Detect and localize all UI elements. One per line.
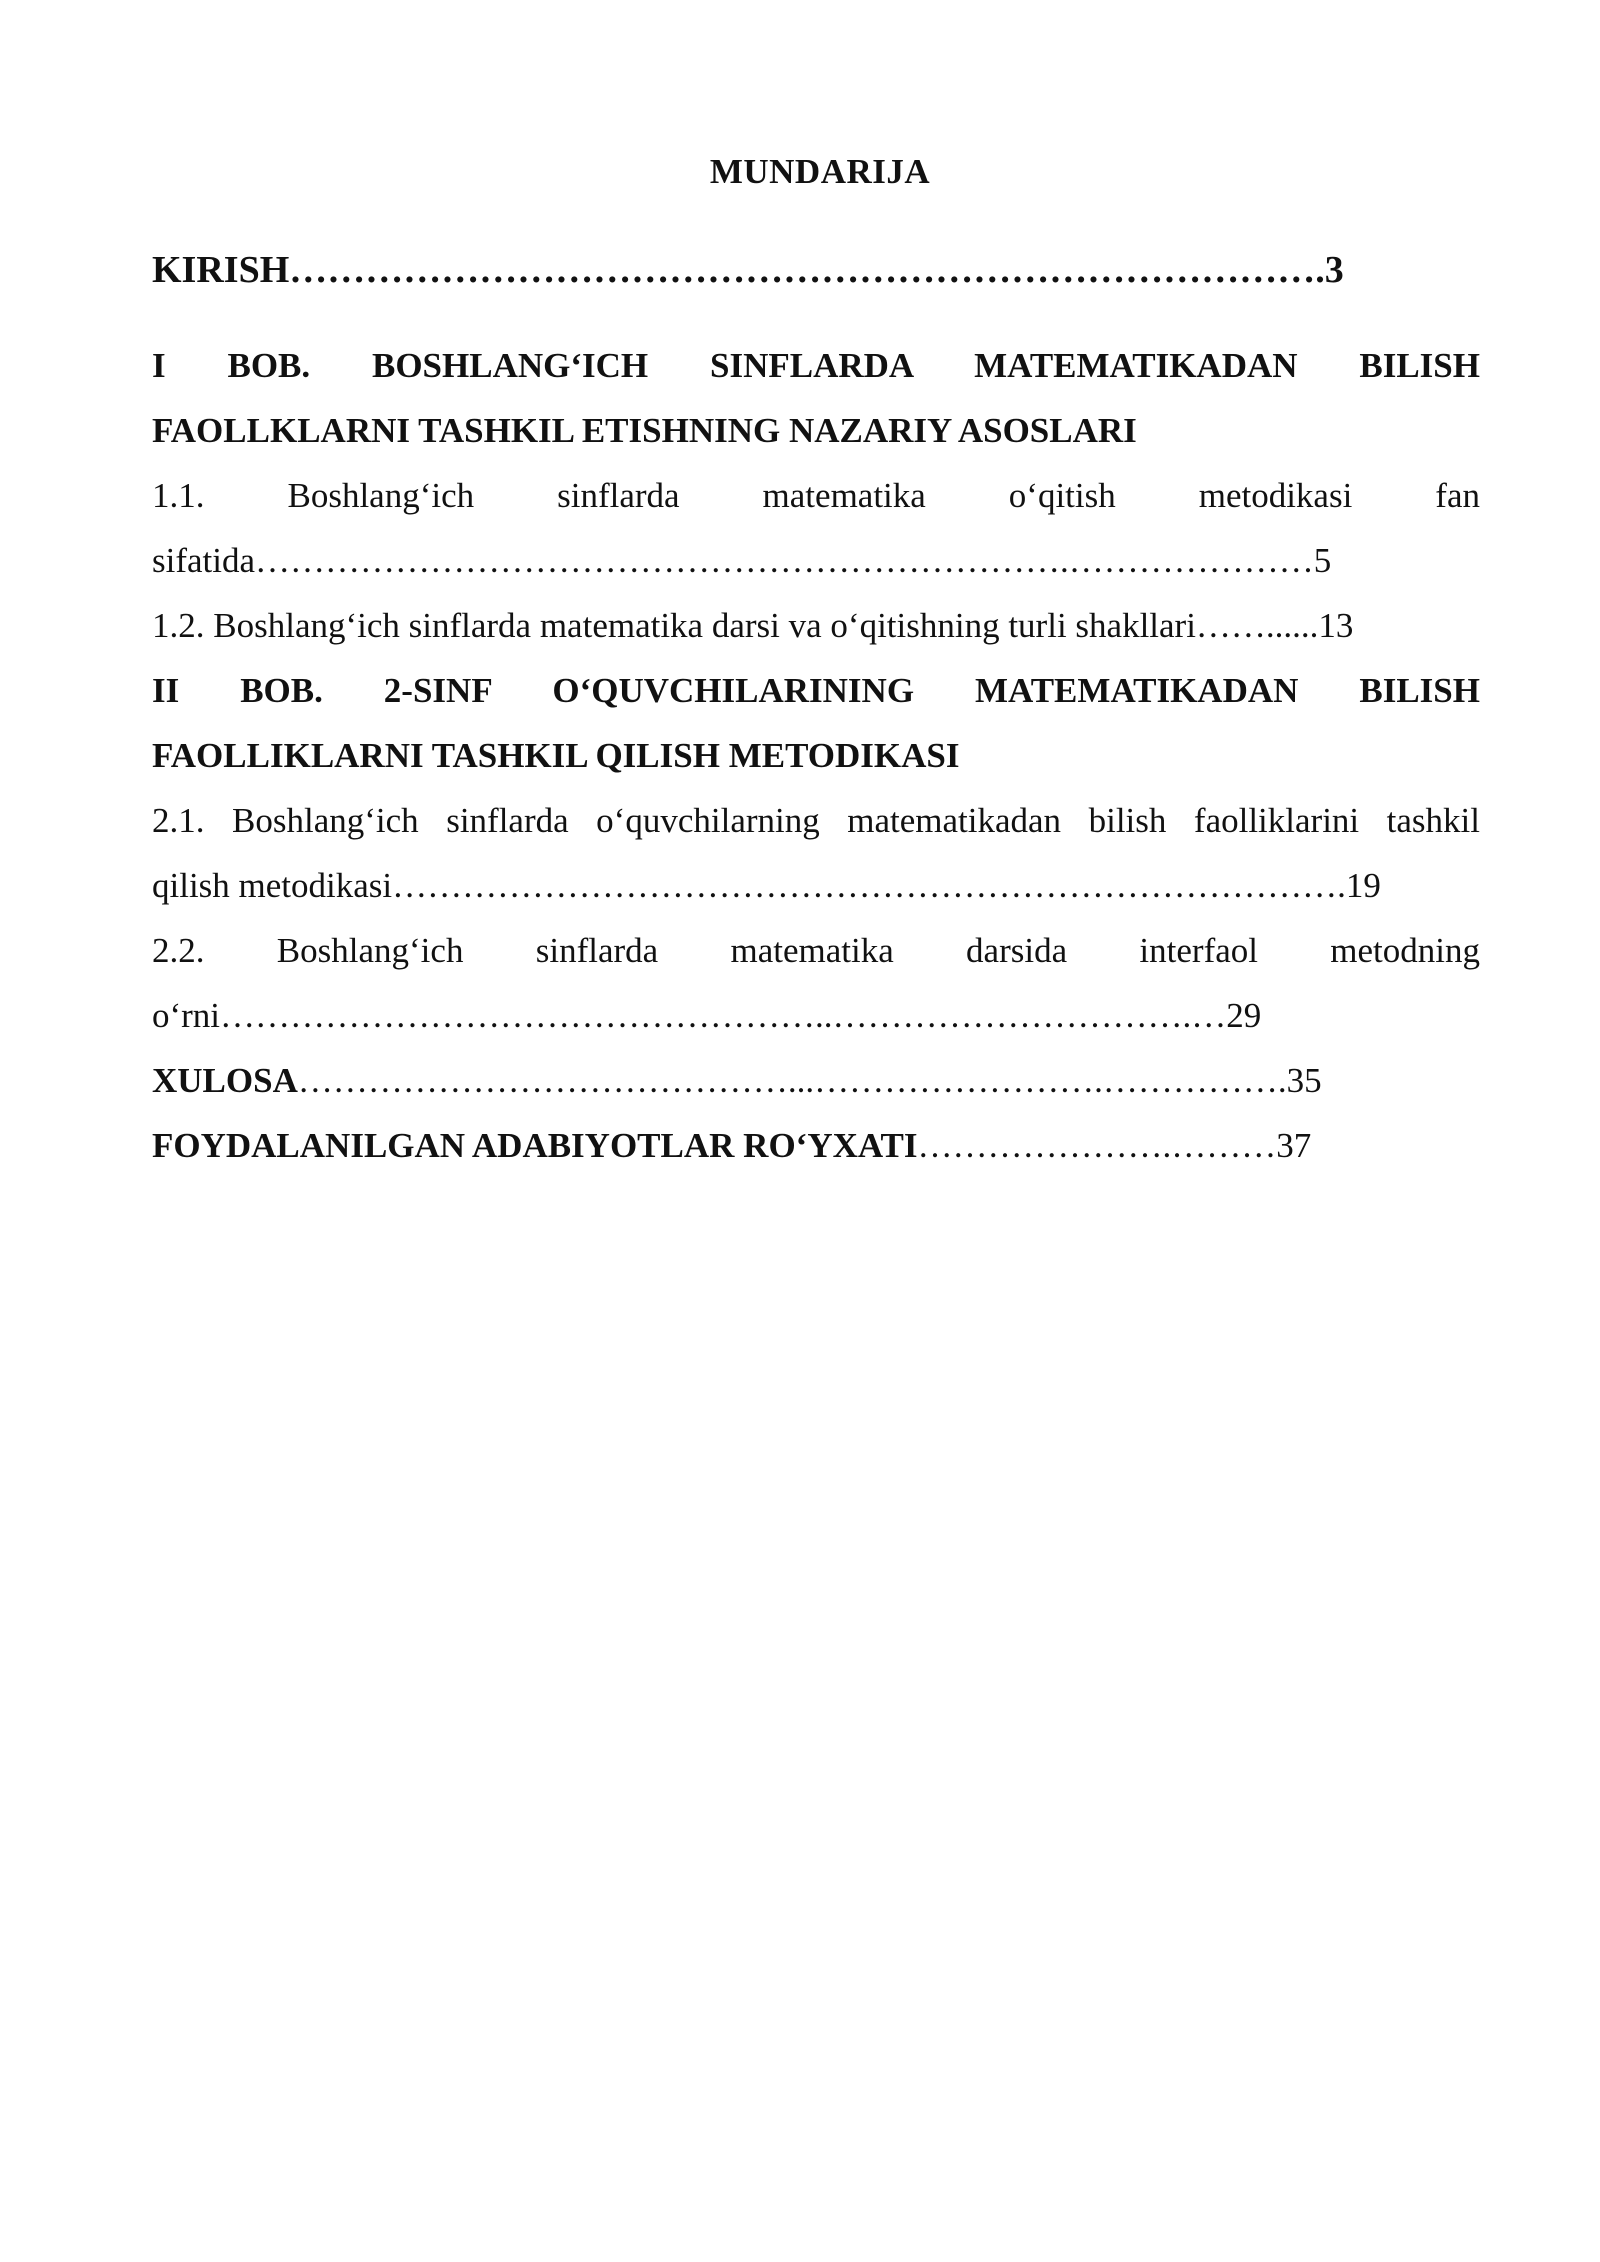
toc-chapter-title-line1: II BOB. 2-SINF O‘QUVCHILARINING MATEMATIKADAN BILISH bbox=[152, 671, 1480, 710]
toc-chapter-1 bbox=[152, 333, 1480, 463]
toc-section-text: 1.2. Boshlang‘ich sinflarda matematika darsi va o‘qitishning turli shakllari……......13 bbox=[152, 606, 1354, 645]
toc-chapter-title-line2: FAOLLKLARNI TASHKIL ETISHNING NAZARIY ASOSLARI bbox=[152, 411, 1137, 450]
table-of-contents bbox=[152, 240, 1480, 1178]
toc-section-2-1 bbox=[152, 788, 1480, 918]
toc-chapter-2 bbox=[152, 658, 1480, 788]
toc-section-line2: sifatida…………………………………………………………….…………………5 bbox=[152, 541, 1332, 580]
toc-section-line2: qilish metodikasi……………………………………………………………………….19 bbox=[152, 866, 1381, 905]
toc-chapter-title-line2: FAOLLIKLARNI TASHKIL QILISH METODIKASI bbox=[152, 736, 960, 775]
toc-section-line1: 2.1. Boshlang‘ich sinflarda o‘quvchilarning matematikadan bilish faolliklarini tashkil bbox=[152, 801, 1480, 840]
toc-entry-text: KIRISH……………………………………………………………………….3 bbox=[152, 249, 1344, 291]
toc-entry-leader-page: ………………….………37 bbox=[917, 1126, 1312, 1165]
toc-section-2-2 bbox=[152, 918, 1480, 1048]
toc-section-line1: 1.1. Boshlang‘ich sinflarda matematika o‘qitish metodikasi fan bbox=[152, 476, 1480, 515]
toc-entry-xulosa bbox=[152, 1048, 1480, 1113]
toc-entry-leader-page: ……………………………………...…………………….…………….35 bbox=[297, 1061, 1322, 1100]
toc-chapter-title-line1: I BOB. BOSHLANG‘ICH SINFLARDA MATEMATIKADAN BILISH bbox=[152, 346, 1480, 385]
toc-entry-label: XULOSA bbox=[152, 1061, 298, 1100]
page-title: MUNDARIJA bbox=[709, 152, 931, 191]
toc-section-line1: 2.2. Boshlang‘ich sinflarda matematika darsida interfaol metodning bbox=[152, 931, 1480, 970]
toc-entry-kirish bbox=[152, 240, 1480, 300]
toc-entry-references bbox=[152, 1113, 1480, 1178]
toc-section-1-1 bbox=[152, 463, 1480, 593]
toc-section-line2: o‘rni……………………………………………..………………………….…29 bbox=[152, 996, 1262, 1035]
toc-entry-label: FOYDALANILGAN ADABIYOTLAR RO‘YXATI bbox=[152, 1126, 918, 1165]
toc-section-1-2 bbox=[152, 593, 1480, 658]
